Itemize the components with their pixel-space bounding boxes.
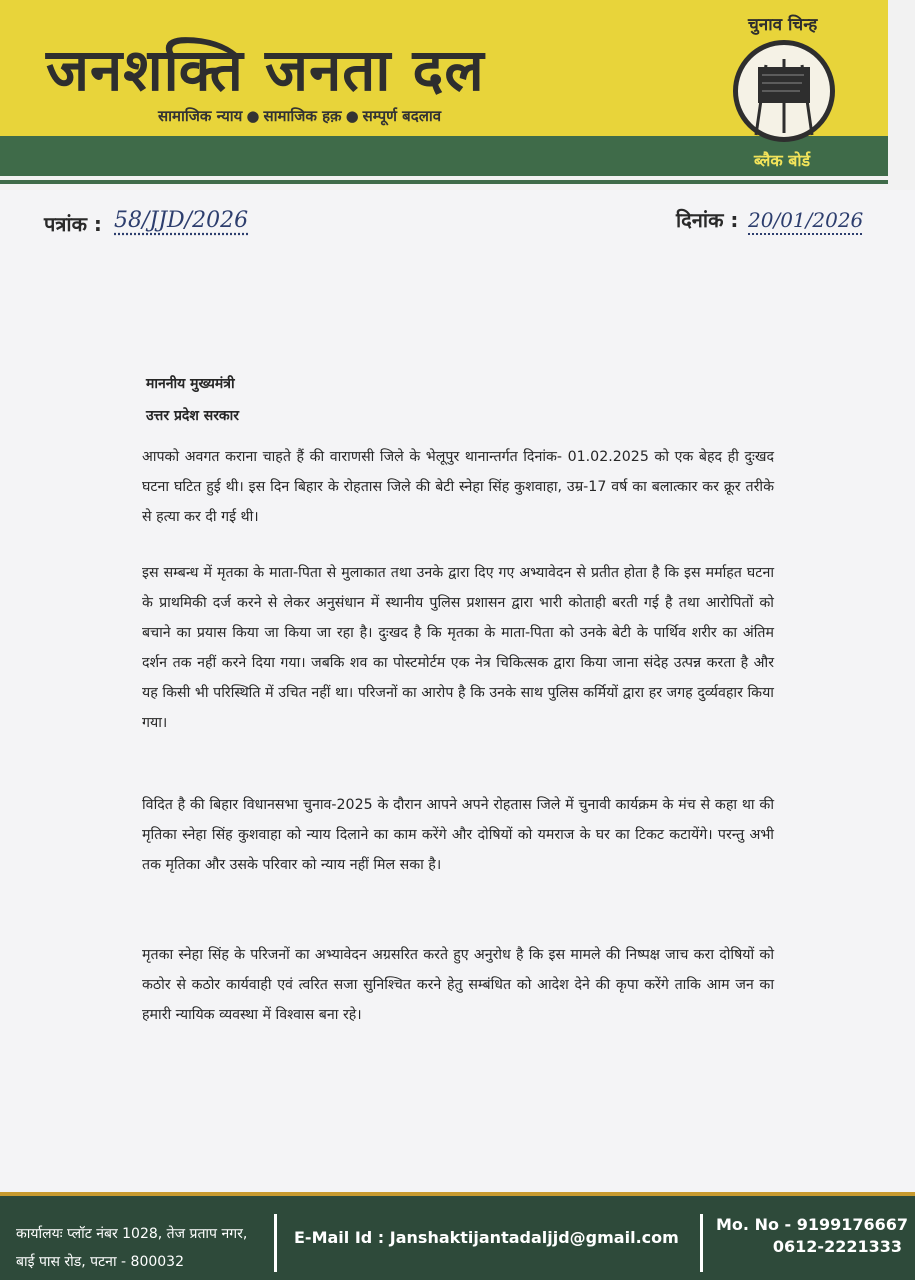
letter-paragraph: विदित है की बिहार विधानसभा चुनाव-2025 के दौरान आपने अपने रोहतास जिले में चुनावी कार्यक्रम के मंच से कहा था की मृतिका स्नेहा सिंह कुशवाहा को न्याय दिलाने का काम करेंगे और दोषियों को यमराज के घर का टिकट कटायेंगे। परन्तु अभी तक मृतिका और उसके परिवार को न्याय नहीं मिल सका है। bbox=[142, 797, 774, 873]
footer-divider bbox=[274, 1214, 277, 1272]
landline-number: 0612-2221333 bbox=[772, 1237, 902, 1256]
letter-paragraph: इस सम्बन्ध में मृतका के माता-पिता से मुलाकात तथा उनके द्वारा दिए गए अभ्यावेदन से प्रतीत होता है कि इस मर्माहत घटना के प्राथमिकी दर्ज करने से लेकर अनुसंधान में स्थानीय पुलिस प्रशासन द्वारा भारी कोताही बरती गई है तथा आरोपितों को बचाने का प्रयास किया जा किया जा रहा है। दुःखद है कि मृतका के माता-पिता को उनके बेटी के पार्थिव शरीर का अंतिम दर्शन तक नहीं करने दिया गया। जबकि शव का पोस्टमोर्टम एक नेत्र चिकित्सक द्वारा किया जाना संदेह उत्पन्न करता है और यह किसी भी परिस्थिति में उचित नहीं था। परिजनों का आरोप है कि उनके साथ पुलिस कर्मियों द्वारा हर जगह दुर्व्यवहार किया गया। bbox=[142, 565, 774, 731]
election-symbol-name: ब्लैक बोर्ड bbox=[754, 151, 811, 170]
party-tagline bbox=[158, 106, 441, 126]
letterhead bbox=[0, 0, 915, 190]
reference-row bbox=[0, 204, 915, 244]
recipient-line: उत्तर प्रदेश सरकार bbox=[146, 408, 240, 424]
letter-paragraph: आपको अवगत कराना चाहते हैं की वाराणसी जिले के भेलूपुर थानान्तर्गत दिनांक- 01.02.2025 को एक बेहद ही दुःखद घटना घटित हुई थी। इस दिन बिहार के रोहतास जिले की बेटी स्नेहा सिंह कुशवाहा, उम्र-17 वर्ष का बलात्कार कर क्रूर तरीके से हत्या कर दी गई थी। bbox=[142, 449, 774, 525]
contact-email: E-Mail Id : Janshaktijantadaljjd@gmail.com bbox=[294, 1228, 679, 1247]
bullet-icon: ● bbox=[345, 107, 359, 125]
tagline-item: सामाजिक न्याय bbox=[158, 107, 243, 125]
recipient-line: माननीय मुख्यमंत्री bbox=[146, 376, 235, 392]
letter-paragraph: मृतका स्नेहा सिंह के परिजनों का अभ्यावेदन अग्रसरित करते हुए अनुरोध है कि इस मामले की निष्पक्ष जाच करा दोषियों को कठोर से कठोर कार्यवाही एवं त्वरित सजा सुनिश्चित करने हेतु सम्बंधित को आदेश देने की कृपा करेंगे ताकि आम जन का हमारी न्यायिक व्यवस्था में विश्वास बना रहे। bbox=[142, 947, 774, 1023]
election-symbol-label: चुनाव चिन्ह bbox=[748, 15, 818, 35]
office-address: कार्यालयः प्लॉट नंबर 1028, तेज प्रताप नगर, बाई पास रोड, पटना - 800032 bbox=[16, 1226, 248, 1270]
reference-number-value: 58/JJD/2026 bbox=[114, 208, 249, 233]
election-symbol bbox=[733, 40, 835, 142]
contact-phone-block bbox=[716, 1214, 909, 1258]
bullet-icon: ● bbox=[246, 107, 260, 125]
tagline-item: सामाजिक हक़ bbox=[263, 107, 342, 125]
date-value: 20/01/2026 bbox=[748, 208, 864, 232]
reference-number-label: पत्रांक : bbox=[44, 212, 102, 236]
mobile-number: Mo. No - 9199176667 bbox=[716, 1215, 909, 1234]
recipient-block bbox=[146, 368, 239, 432]
footer-divider bbox=[700, 1214, 703, 1272]
letterhead-divider bbox=[0, 180, 888, 184]
party-name: जनशक्ति जनता दल bbox=[46, 36, 485, 104]
date-label: दिनांक : bbox=[676, 208, 739, 232]
tagline-item: सम्पूर्ण बदलाव bbox=[362, 107, 442, 125]
blackboard-icon bbox=[752, 55, 816, 137]
